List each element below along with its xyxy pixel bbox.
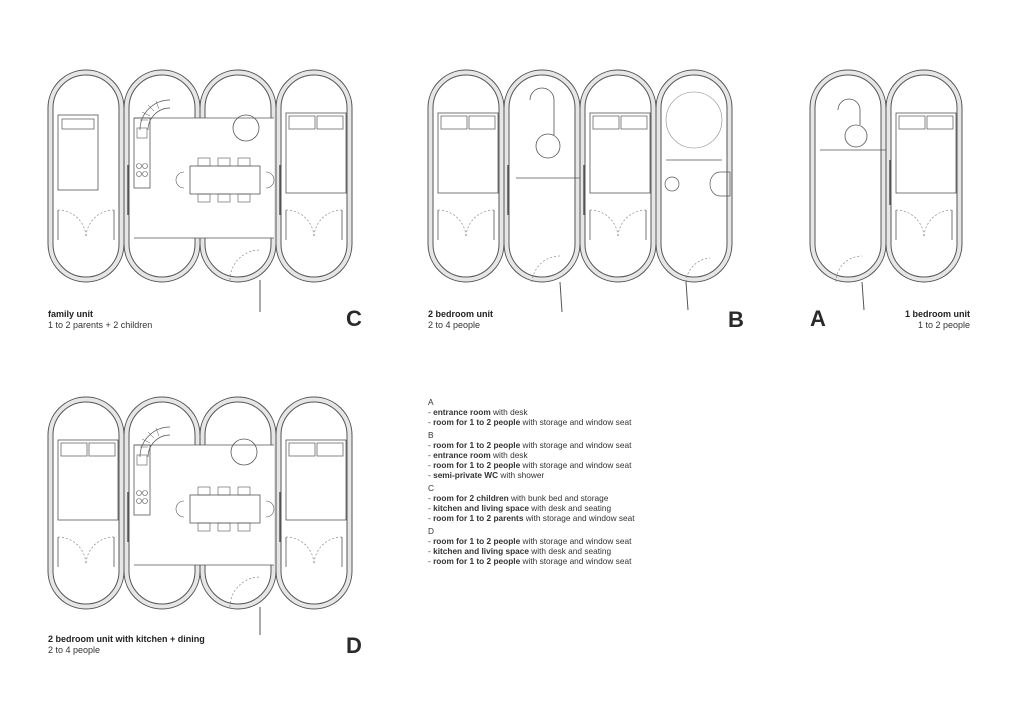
caption-unit-a [860,309,970,331]
legend-item: - room for 2 children with bunk bed and storage [428,493,609,503]
legend-item: - room for 1 to 2 people with storage and window seat [428,417,632,427]
legend-group-b [428,430,635,480]
unit-a-name: 1 bedroom unit [905,309,970,319]
unit-c-letter: C [346,306,362,331]
legend-item: - semi-private WC with shower [428,470,545,480]
plan-d [48,397,352,635]
plan-a [810,70,962,310]
unit-d-desc: 2 to 4 people [48,645,101,655]
legend-item: - entrance room with desk [428,450,528,460]
caption-unit-c [48,309,152,331]
legend-group-a [428,397,635,427]
legend-item: - room for 1 to 2 people with storage and window seat [428,440,632,450]
legend-group-letter: C [428,483,434,493]
caption-unit-b [428,309,493,331]
legend-group-c [428,483,635,523]
unit-a-desc: 1 to 2 people [917,320,970,330]
unit-c-desc: 1 to 2 parents + 2 children [48,320,153,330]
legend-group-letter: D [428,526,434,536]
unit-a-letter: A [810,306,826,331]
legend [428,397,635,569]
plan-b [428,70,732,312]
legend-group-letter: B [428,430,434,440]
legend-item: - kitchen and living space with desk and seating [428,546,612,556]
unit-b-desc: 2 to 4 people [428,320,481,330]
legend-item: - entrance room with desk [428,407,528,417]
legend-item: - room for 1 to 2 parents with storage and window seat [428,513,635,523]
legend-item: - room for 1 to 2 people with storage and window seat [428,556,632,566]
unit-d-name: 2 bedroom unit with kitchen + dining [48,634,205,644]
legend-group-letter: A [428,397,434,407]
unit-b-name: 2 bedroom unit [428,309,493,319]
legend-item: - room for 1 to 2 people with storage and window seat [428,460,632,470]
legend-item: - kitchen and living space with desk and seating [428,503,612,513]
unit-c-name: family unit [48,309,94,319]
unit-d-letter: D [346,633,362,658]
legend-item: - room for 1 to 2 people with storage and window seat [428,536,632,546]
legend-group-d [428,526,635,566]
caption-unit-d [48,634,205,656]
plan-c [48,70,352,312]
unit-b-letter: B [728,307,744,332]
